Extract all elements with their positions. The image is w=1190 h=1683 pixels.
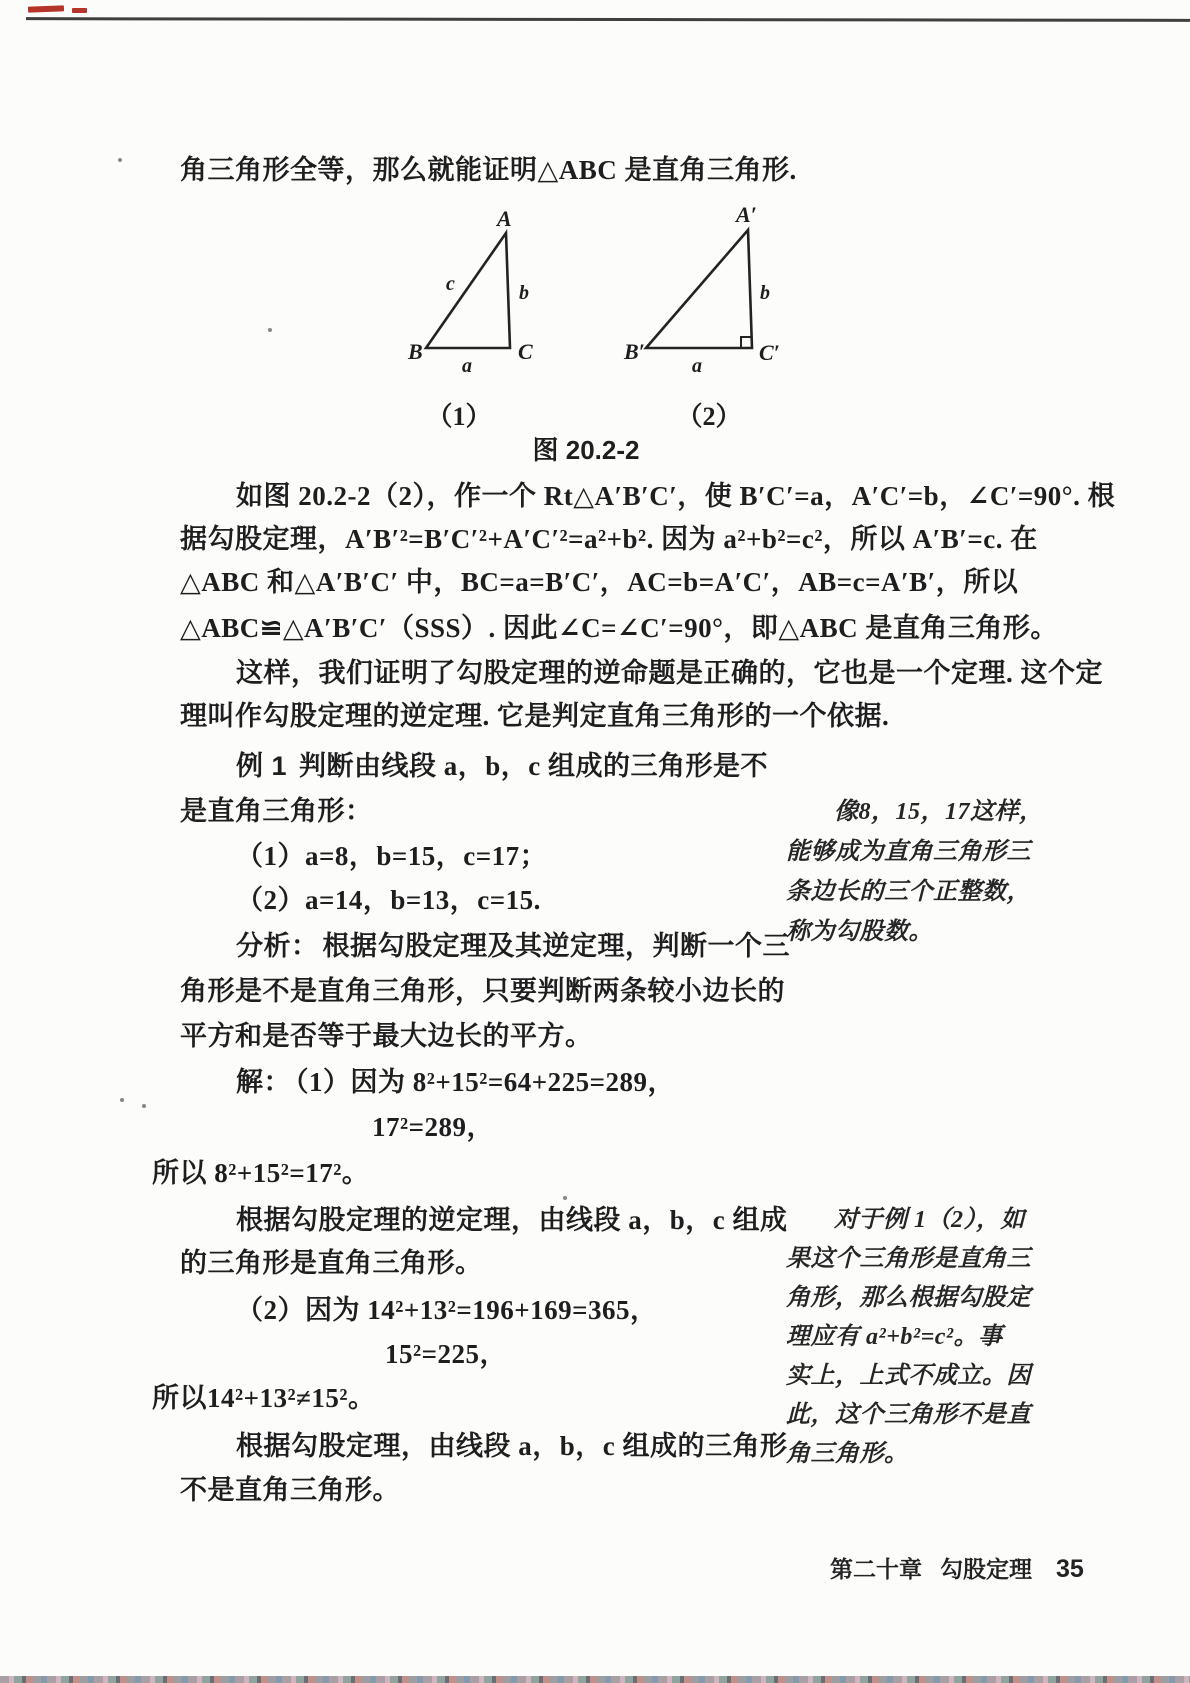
triangle-2-vertex-b-label: B′ xyxy=(624,339,645,364)
paragraph-line: 这样，我们证明了勾股定理的逆命题是正确的，它也是一个定理. 这个定 xyxy=(236,658,1103,688)
analysis-line: 平方和是否等于最大边长的平方。 xyxy=(180,1021,593,1051)
example-line: 是直角三角形： xyxy=(180,796,373,826)
figure-caption: 图 20.2-2 xyxy=(532,435,640,465)
page-footer xyxy=(830,1551,1084,1584)
figure-triangles xyxy=(380,198,820,388)
solution-text: （1）因为 8²+15²=64+225=289， xyxy=(295,1067,675,1097)
triangle-1-side-b-label: b xyxy=(519,282,529,304)
solution-line: 根据勾股定理，由线段 a，b，c 组成的三角形 xyxy=(236,1431,788,1461)
equation-line: 17²=289， xyxy=(372,1112,494,1142)
margin-note-pythagorean-triples xyxy=(786,792,1044,952)
solution-label: 解： xyxy=(236,1067,291,1097)
solution-line: 的三角形是直角三角形。 xyxy=(180,1248,483,1278)
footer-chapter: 第二十章 xyxy=(830,1556,922,1582)
margin-note-line: 像8，15，17这样， xyxy=(834,799,1044,825)
conclusion-line: 所以 8²+15²=17²。 xyxy=(152,1158,370,1188)
margin-note-line: 理应有 a²+b²=c²。事 xyxy=(786,1324,1003,1350)
triangle-2-vertex-a-label: A′ xyxy=(736,202,757,227)
paragraph-line: △ABC≌△A′B′C′（SSS）. 因此∠C=∠C′=90°，即△ABC 是直角三角形。 xyxy=(180,613,1058,643)
solution-line: 不是直角三角形。 xyxy=(180,1475,400,1505)
margin-note-line: 称为勾股数。 xyxy=(786,919,933,945)
figure-subcaption-1: （1） xyxy=(426,402,492,431)
triangle-2-vertex-c-label: C′ xyxy=(759,340,780,365)
margin-note-line: 条边长的三个正整数， xyxy=(786,879,1031,905)
paragraph-line: 如图 20.2-2（2），作一个 Rt△A′B′C′，使 B′C′=a，A′C′=b，∠C′=90°. 根 xyxy=(236,481,1116,511)
intro-line: 角三角形全等，那么就能证明△ABC 是直角三角形. xyxy=(180,155,797,185)
scan-red-mark xyxy=(72,8,87,13)
paragraph-line: 理叫作勾股定理的逆定理. 它是判定直角三角形的一个依据. xyxy=(180,701,890,731)
scan-red-mark xyxy=(28,5,64,12)
solution-line xyxy=(236,1064,675,1100)
conclusion-line: 所以14²+13²≠15²。 xyxy=(152,1383,376,1413)
margin-note-line: 此，这个三角形不是直 xyxy=(786,1402,1031,1428)
analysis-line: 角形是不是直角三角形，只要判断两条较小边长的 xyxy=(180,976,785,1006)
solution-line: 根据勾股定理的逆定理，由线段 a，b，c 组成 xyxy=(236,1205,788,1235)
margin-note-line: 角三角形。 xyxy=(786,1441,909,1467)
margin-note-line: 对于例 1（2），如 xyxy=(834,1207,1025,1233)
paragraph-line: △ABC 和△A′B′C′ 中，BC=a=B′C′，AC=b=A′C′，AB=c=A′B′，所以 xyxy=(180,567,1019,597)
triangle-1-vertex-b-label: B xyxy=(408,339,423,364)
scan-speck xyxy=(118,158,122,162)
footer-page-number: 35 xyxy=(1056,1555,1084,1583)
margin-note-line: 角形，那么根据勾股定 xyxy=(786,1285,1031,1311)
example-text: 判断由线段 a，b，c 组成的三角形是不 xyxy=(299,751,769,781)
solution-line: （2）因为 14²+13²=196+169=365， xyxy=(236,1295,658,1325)
margin-note-example-discussion xyxy=(786,1201,1031,1474)
triangle-1-side-c-label: c xyxy=(446,273,455,295)
margin-note-line: 果这个三角形是直角三 xyxy=(786,1246,1031,1272)
margin-note-line: 能够成为直角三角形三 xyxy=(786,839,1031,865)
triangle-1-vertex-a-label: A xyxy=(497,206,512,231)
triangle-2-right-angle-mark xyxy=(741,337,752,348)
margin-note-line: 实上，上式不成立。因 xyxy=(786,1363,1031,1389)
triangle-1-vertex-c-label: C xyxy=(518,339,533,364)
triangle-1-side-a-label: a xyxy=(462,355,472,377)
analysis-line xyxy=(236,928,790,964)
equation-line: 15²=225， xyxy=(385,1339,507,1369)
scan-edge-rule xyxy=(26,17,1190,22)
triangle-2-side-a-label: a xyxy=(692,355,702,377)
scan-speck xyxy=(563,1196,567,1200)
example-heading-line xyxy=(236,748,768,784)
analysis-label: 分析： xyxy=(236,931,319,961)
scan-speck xyxy=(268,328,272,332)
scan-noise-strip xyxy=(0,1676,1190,1683)
triangle-1-shape xyxy=(426,233,510,348)
scan-speck xyxy=(120,1098,124,1102)
example-item-1: （1）a=8，b=15，c=17； xyxy=(236,841,548,871)
footer-section-title: 勾股定理 xyxy=(940,1556,1032,1582)
example-number-label: 例 1 xyxy=(236,751,288,781)
paragraph-line: 据勾股定理，A′B′²=B′C′²+A′C′²=a²+b². 因为 a²+b²=c²，所以 A′B′=c. 在 xyxy=(180,524,1038,554)
example-item-2: （2）a=14，b=13，c=15. xyxy=(236,885,541,915)
figure-subcaption-2: （2） xyxy=(676,402,742,431)
analysis-text: 根据勾股定理及其逆定理，判断一个三 xyxy=(322,931,790,961)
triangle-2-shape xyxy=(646,230,752,348)
scan-speck xyxy=(142,1104,146,1108)
triangle-2-side-b-label: b xyxy=(760,282,770,304)
